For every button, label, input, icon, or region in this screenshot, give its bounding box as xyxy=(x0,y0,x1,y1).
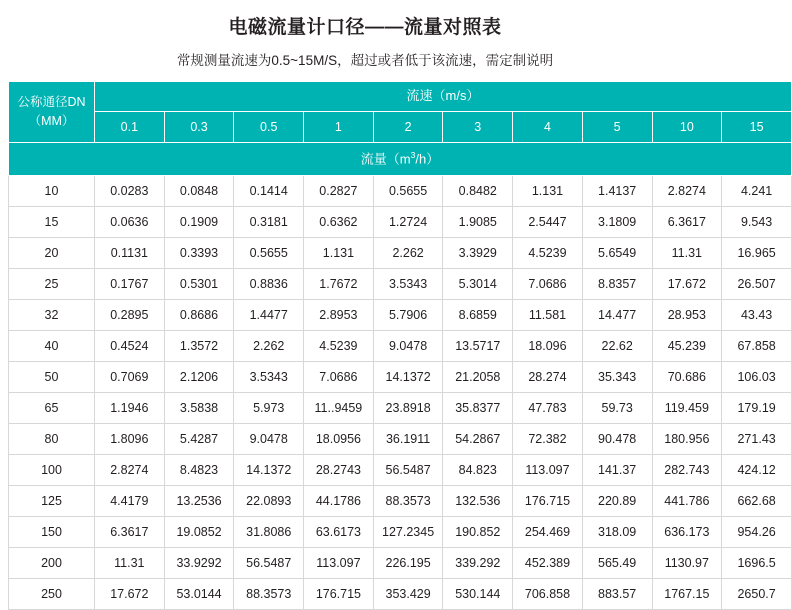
cell-value: 9.0478 xyxy=(234,424,304,455)
cell-value: 6.3617 xyxy=(95,517,165,548)
cell-value: 11..9459 xyxy=(304,393,374,424)
cell-dn: 150 xyxy=(9,517,95,548)
table-row xyxy=(9,176,792,207)
cell-dn: 25 xyxy=(9,269,95,300)
cell-value: 2.8274 xyxy=(95,455,165,486)
cell-dn: 100 xyxy=(9,455,95,486)
table-row xyxy=(9,207,792,238)
cell-value: 452.389 xyxy=(513,548,583,579)
cell-value: 88.3573 xyxy=(234,579,304,610)
header-speed-5: 3 xyxy=(443,111,513,142)
header-rate-group xyxy=(9,142,792,175)
cell-value: 2650.7 xyxy=(722,579,792,610)
table-row xyxy=(9,331,792,362)
cell-value: 5.4287 xyxy=(164,424,234,455)
header-speed-0: 0.1 xyxy=(95,111,165,142)
cell-dn: 65 xyxy=(9,393,95,424)
cell-value: 5.3014 xyxy=(443,269,513,300)
header-speed-8: 10 xyxy=(652,111,722,142)
table-body xyxy=(9,176,792,610)
cell-value: 1.131 xyxy=(304,238,374,269)
cell-value: 72.382 xyxy=(513,424,583,455)
cell-value: 3.1809 xyxy=(582,207,652,238)
cell-value: 36.1911 xyxy=(373,424,443,455)
cell-value: 56.5487 xyxy=(234,548,304,579)
cell-value: 0.8836 xyxy=(234,269,304,300)
cell-value: 0.7069 xyxy=(95,362,165,393)
header-speed-1: 0.3 xyxy=(164,111,234,142)
cell-value: 180.956 xyxy=(652,424,722,455)
cell-value: 3.5343 xyxy=(373,269,443,300)
cell-value: 56.5487 xyxy=(373,455,443,486)
table-row xyxy=(9,486,792,517)
cell-value: 67.858 xyxy=(722,331,792,362)
cell-value: 1.4477 xyxy=(234,300,304,331)
cell-value: 3.3929 xyxy=(443,238,513,269)
cell-value: 1.4137 xyxy=(582,176,652,207)
cell-value: 113.097 xyxy=(304,548,374,579)
cell-value: 530.144 xyxy=(443,579,513,610)
cell-value: 43.43 xyxy=(722,300,792,331)
cell-value: 662.68 xyxy=(722,486,792,517)
cell-value: 45.239 xyxy=(652,331,722,362)
cell-value: 141.37 xyxy=(582,455,652,486)
cell-value: 0.1131 xyxy=(95,238,165,269)
cell-value: 3.5838 xyxy=(164,393,234,424)
cell-value: 23.8918 xyxy=(373,393,443,424)
cell-value: 0.8482 xyxy=(443,176,513,207)
cell-value: 8.4823 xyxy=(164,455,234,486)
cell-value: 11.581 xyxy=(513,300,583,331)
table-header xyxy=(9,82,792,176)
cell-value: 706.858 xyxy=(513,579,583,610)
cell-value: 0.0848 xyxy=(164,176,234,207)
cell-value: 14.1372 xyxy=(373,362,443,393)
cell-value: 0.6362 xyxy=(304,207,374,238)
cell-value: 47.783 xyxy=(513,393,583,424)
cell-value: 63.6173 xyxy=(304,517,374,548)
cell-value: 883.57 xyxy=(582,579,652,610)
cell-value: 282.743 xyxy=(652,455,722,486)
cell-value: 1.2724 xyxy=(373,207,443,238)
cell-dn: 20 xyxy=(9,238,95,269)
cell-value: 190.852 xyxy=(443,517,513,548)
page-title: 电磁流量计口径——流量对照表 xyxy=(228,17,502,38)
table-row xyxy=(9,517,792,548)
cell-value: 106.03 xyxy=(722,362,792,393)
cell-value: 2.262 xyxy=(373,238,443,269)
cell-value: 4.5239 xyxy=(513,238,583,269)
cell-dn: 32 xyxy=(9,300,95,331)
cell-value: 54.2867 xyxy=(443,424,513,455)
cell-value: 5.7906 xyxy=(373,300,443,331)
cell-value: 1.7672 xyxy=(304,269,374,300)
cell-value: 1696.5 xyxy=(722,548,792,579)
cell-value: 88.3573 xyxy=(373,486,443,517)
cell-value: 3.5343 xyxy=(234,362,304,393)
cell-value: 271.43 xyxy=(722,424,792,455)
cell-dn: 125 xyxy=(9,486,95,517)
header-row-speeds xyxy=(9,111,792,142)
cell-value: 353.429 xyxy=(373,579,443,610)
cell-value: 53.0144 xyxy=(164,579,234,610)
header-speed-9: 15 xyxy=(722,111,792,142)
cell-value: 1.8096 xyxy=(95,424,165,455)
cell-value: 19.0852 xyxy=(164,517,234,548)
cell-dn: 50 xyxy=(9,362,95,393)
cell-value: 1767.15 xyxy=(652,579,722,610)
cell-value: 9.0478 xyxy=(373,331,443,362)
cell-value: 0.1909 xyxy=(164,207,234,238)
table-row xyxy=(9,393,792,424)
cell-value: 9.543 xyxy=(722,207,792,238)
cell-value: 13.2536 xyxy=(164,486,234,517)
header-rate-suffix: /h） xyxy=(415,151,440,167)
cell-value: 44.1786 xyxy=(304,486,374,517)
cell-value: 22.62 xyxy=(582,331,652,362)
cell-value: 35.343 xyxy=(582,362,652,393)
cell-value: 6.3617 xyxy=(652,207,722,238)
cell-value: 0.3393 xyxy=(164,238,234,269)
cell-value: 11.31 xyxy=(95,548,165,579)
cell-value: 2.5447 xyxy=(513,207,583,238)
cell-dn: 200 xyxy=(9,548,95,579)
cell-value: 18.096 xyxy=(513,331,583,362)
cell-value: 7.0686 xyxy=(513,269,583,300)
flow-comparison-table xyxy=(8,81,792,610)
cell-value: 1.1946 xyxy=(95,393,165,424)
cell-value: 0.4524 xyxy=(95,331,165,362)
cell-value: 0.1767 xyxy=(95,269,165,300)
cell-value: 132.536 xyxy=(443,486,513,517)
cell-value: 1.9085 xyxy=(443,207,513,238)
cell-dn: 80 xyxy=(9,424,95,455)
cell-value: 0.5655 xyxy=(373,176,443,207)
cell-value: 28.274 xyxy=(513,362,583,393)
cell-value: 220.89 xyxy=(582,486,652,517)
header-rate-sup: 3 xyxy=(410,149,416,160)
table-row xyxy=(9,269,792,300)
cell-value: 28.2743 xyxy=(304,455,374,486)
header-speed-3: 1 xyxy=(304,111,374,142)
cell-value: 0.3181 xyxy=(234,207,304,238)
cell-value: 2.1206 xyxy=(164,362,234,393)
header-dn-line1: 公称通径DN xyxy=(17,95,86,110)
cell-value: 7.0686 xyxy=(304,362,374,393)
page-subtitle: 常规测量流速为0.5~15M/S，超过或者低于该流速，需定制说明 xyxy=(176,53,554,68)
cell-value: 0.2895 xyxy=(95,300,165,331)
cell-value: 176.715 xyxy=(513,486,583,517)
cell-value: 318.09 xyxy=(582,517,652,548)
table-row xyxy=(9,579,792,610)
cell-value: 254.469 xyxy=(513,517,583,548)
cell-value: 0.2827 xyxy=(304,176,374,207)
table-row xyxy=(9,548,792,579)
cell-value: 17.672 xyxy=(652,269,722,300)
cell-value: 0.0636 xyxy=(95,207,165,238)
cell-value: 18.0956 xyxy=(304,424,374,455)
cell-value: 127.2345 xyxy=(373,517,443,548)
table-row xyxy=(9,455,792,486)
cell-value: 0.5655 xyxy=(234,238,304,269)
cell-value: 954.26 xyxy=(722,517,792,548)
cell-value: 4.4179 xyxy=(95,486,165,517)
cell-value: 0.1414 xyxy=(234,176,304,207)
cell-value: 8.8357 xyxy=(582,269,652,300)
cell-value: 26.507 xyxy=(722,269,792,300)
header-speed-group: 流速（m/s） xyxy=(95,82,792,112)
cell-value: 176.715 xyxy=(304,579,374,610)
table-row xyxy=(9,300,792,331)
cell-value: 31.8086 xyxy=(234,517,304,548)
cell-value: 90.478 xyxy=(582,424,652,455)
cell-value: 4.241 xyxy=(722,176,792,207)
cell-dn: 10 xyxy=(9,176,95,207)
cell-value: 21.2058 xyxy=(443,362,513,393)
header-rate-prefix: 流量（m xyxy=(360,151,411,167)
cell-value: 1.131 xyxy=(513,176,583,207)
header-speed-7: 5 xyxy=(582,111,652,142)
cell-value: 179.19 xyxy=(722,393,792,424)
cell-value: 17.672 xyxy=(95,579,165,610)
cell-value: 119.459 xyxy=(652,393,722,424)
cell-value: 22.0893 xyxy=(234,486,304,517)
cell-value: 59.73 xyxy=(582,393,652,424)
cell-dn: 15 xyxy=(9,207,95,238)
cell-value: 0.5301 xyxy=(164,269,234,300)
cell-value: 28.953 xyxy=(652,300,722,331)
cell-value: 33.9292 xyxy=(164,548,234,579)
cell-value: 2.262 xyxy=(234,331,304,362)
table-row xyxy=(9,362,792,393)
header-speed-2: 0.5 xyxy=(234,111,304,142)
cell-dn: 250 xyxy=(9,579,95,610)
cell-value: 2.8953 xyxy=(304,300,374,331)
cell-value: 11.31 xyxy=(652,238,722,269)
header-speed-6: 4 xyxy=(513,111,583,142)
cell-value: 35.8377 xyxy=(443,393,513,424)
cell-value: 4.5239 xyxy=(304,331,374,362)
cell-value: 70.686 xyxy=(652,362,722,393)
cell-value: 16.965 xyxy=(722,238,792,269)
table-row xyxy=(9,238,792,269)
cell-value: 5.973 xyxy=(234,393,304,424)
cell-value: 113.097 xyxy=(513,455,583,486)
cell-value: 226.195 xyxy=(373,548,443,579)
cell-dn: 40 xyxy=(9,331,95,362)
header-dn-cell xyxy=(9,82,95,143)
cell-value: 636.173 xyxy=(652,517,722,548)
cell-value: 5.6549 xyxy=(582,238,652,269)
cell-value: 424.12 xyxy=(722,455,792,486)
cell-value: 339.292 xyxy=(443,548,513,579)
header-row-rate xyxy=(9,142,792,175)
table-row xyxy=(9,424,792,455)
cell-value: 14.477 xyxy=(582,300,652,331)
cell-value: 565.49 xyxy=(582,548,652,579)
cell-value: 441.786 xyxy=(652,486,722,517)
cell-value: 0.0283 xyxy=(95,176,165,207)
cell-value: 2.8274 xyxy=(652,176,722,207)
cell-value: 8.6859 xyxy=(443,300,513,331)
cell-value: 1130.97 xyxy=(652,548,722,579)
cell-value: 0.8686 xyxy=(164,300,234,331)
cell-value: 1.3572 xyxy=(164,331,234,362)
cell-value: 84.823 xyxy=(443,455,513,486)
header-dn-line2: （MM） xyxy=(28,113,75,128)
cell-value: 14.1372 xyxy=(234,455,304,486)
cell-value: 13.5717 xyxy=(443,331,513,362)
header-row-group xyxy=(9,82,792,112)
header-speed-4: 2 xyxy=(373,111,443,142)
